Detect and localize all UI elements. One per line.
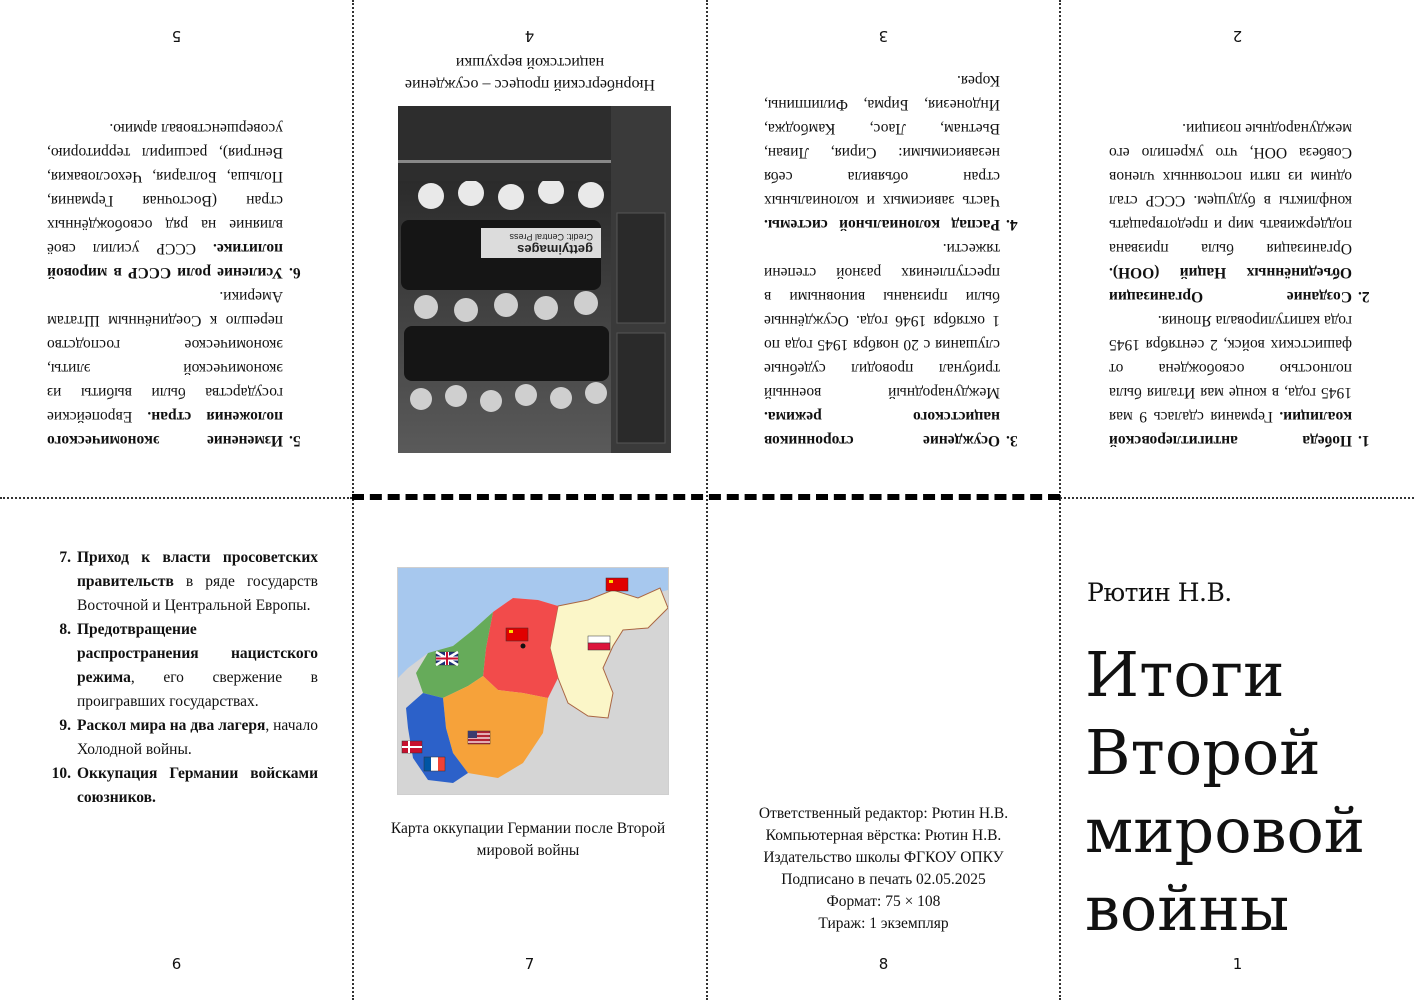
panel-5	[0, 0, 353, 500]
page-number: 8	[878, 955, 889, 973]
cover-title-line: Второй	[1085, 716, 1321, 789]
results-list-1-2	[1109, 116, 1394, 452]
item-number: 9.	[59, 717, 71, 734]
panel-4	[353, 0, 706, 500]
item-heading: Приход к власти просоветских правительств	[77, 549, 318, 590]
item-number: 2.	[1358, 288, 1370, 305]
item-text: Организация была призвана поддерживать мир и предотвращать конфликты в будущем. СССР стал одним из пяти постоянных членов Совбеза ООН, что укрепило его международные позиции.	[1109, 120, 1352, 257]
item-heading: Распад колониальной системы.	[764, 216, 1000, 233]
item-text: Часть зависимых и колониальных стран объявила себя независимыми: Сирия, Ливан, Вьетнам, Лаос, Камбоджа, Индонезия, Бирма, Филиппины, Корея.	[764, 72, 1000, 209]
list-item	[47, 116, 325, 284]
flag-poland-icon	[588, 636, 610, 650]
photo-credit: Credit: Central Press	[509, 232, 593, 242]
item-number: 5.	[289, 432, 301, 449]
imprint-block	[707, 803, 1060, 935]
panel-8	[707, 500, 1060, 1000]
item-text: в ряде государств Восточной и Центральной Европы.	[77, 573, 318, 614]
imprint-line: Подписано в печать 02.05.2025	[781, 871, 986, 888]
list-item	[35, 762, 318, 810]
list-item	[35, 618, 318, 714]
cover-author: Рютин Н.В.	[1087, 578, 1232, 607]
panel-7	[353, 500, 706, 1000]
list-item	[764, 68, 1042, 236]
page-number: 4	[524, 27, 535, 45]
fold-line	[352, 0, 354, 1000]
flag-uk-icon	[436, 652, 458, 665]
item-text: Германия сдалась 9 мая 1945 года, в конце мая Италия была полностью освобождена от фашистских войск, 2 сентября 1945 года капитулировала Япония.	[1109, 312, 1352, 425]
page-number: 2	[1232, 27, 1243, 45]
map-caption: Карта оккупации Германии после Второй мировой войны	[390, 820, 666, 859]
photo-watermark: gettyimages	[517, 242, 593, 257]
imprint-line: Издательство школы ФГКОУ ОПКУ	[763, 849, 1004, 866]
item-heading: Предотвращение распространения нацистского режима	[77, 621, 318, 686]
list-item	[1109, 308, 1394, 452]
item-heading: Победа антигитлеровской коалиции.	[1109, 408, 1352, 449]
page-number: 3	[878, 27, 889, 45]
item-number: 8.	[59, 621, 71, 638]
flag-denmark-icon	[402, 741, 422, 753]
flag-france-icon	[424, 757, 445, 771]
item-text: Международный военный трибунал проводил судебные слушания с 20 ноября 1945 года по 1 октября 1946 года. Осуждённые были признаны виновными в преступлениях разной степени тяжести.	[764, 240, 1000, 401]
map-berlin-marker	[521, 644, 526, 649]
cover-title-line: мировой	[1085, 794, 1366, 867]
nuremberg-trial-photo	[398, 106, 671, 453]
germany-occupation-map	[397, 567, 669, 795]
results-list-3-4	[764, 68, 1042, 452]
results-list-5-6	[47, 116, 325, 452]
list-item	[35, 546, 318, 618]
page-number: 1	[1232, 955, 1243, 973]
panel-3	[707, 0, 1060, 500]
item-text: , начало Холодной войны.	[77, 717, 318, 758]
fold-line	[1060, 497, 1414, 499]
map-image	[398, 568, 668, 794]
list-item	[35, 714, 318, 762]
panel-2	[1061, 0, 1414, 500]
fold-line	[1059, 0, 1061, 1000]
item-number: 3.	[1006, 432, 1018, 449]
photo-image	[398, 106, 671, 453]
item-text: , его свержение в проигравших государствах.	[77, 669, 318, 710]
fold-line	[0, 497, 352, 499]
list-item	[764, 236, 1042, 452]
panel-6	[0, 500, 353, 1000]
item-number: 7.	[59, 549, 71, 566]
cover-title-line: Итоги	[1085, 638, 1285, 711]
imprint-line: Компьютерная вёрстка: Рютин Н.В.	[765, 827, 1002, 844]
page-number: 7	[524, 955, 535, 973]
item-text: СССР усилил своё влияние на ряд освобождённых стран (Восточная Германия, Польша, Болгария, Чехословакия, Венгрия), расширил территорию, усовершенствовал армию.	[47, 120, 283, 257]
fold-line	[706, 0, 708, 1000]
list-item	[47, 284, 325, 452]
imprint-line: Тираж: 1 экземпляр	[818, 915, 949, 932]
item-heading: Осуждение сторонников нацистского режима.	[764, 408, 1000, 449]
page-number: 6	[171, 955, 182, 973]
flag-ussr-icon	[606, 578, 628, 591]
cover-title	[1085, 636, 1365, 948]
item-heading: Изменение экономического положения стран.	[47, 408, 283, 449]
flag-ussr-icon	[506, 628, 528, 641]
item-number: 10.	[51, 765, 71, 782]
photo-caption: Нюрнбергский процесс – осуждение нацистской верхушки	[404, 54, 656, 93]
item-heading: Создание Организации Объединённых Наций (ООН).	[1109, 264, 1352, 305]
item-number: 1.	[1358, 432, 1370, 449]
imprint-line: Ответственный редактор: Рютин Н.В.	[758, 805, 1009, 822]
results-list-7-10	[35, 546, 318, 810]
item-heading: Раскол мира на два лагеря	[77, 717, 266, 734]
item-number: 4.	[1006, 216, 1018, 233]
cover-title-line: войны	[1085, 872, 1290, 945]
map-zone-ussr	[483, 598, 558, 698]
flag-usa-icon	[468, 731, 490, 744]
item-number: 6.	[289, 264, 301, 281]
item-heading: Оккупация Германии войсками союзников.	[77, 765, 318, 806]
cut-line	[352, 494, 1060, 500]
panel-1-cover	[1061, 500, 1414, 1000]
page-number: 5	[171, 27, 182, 45]
item-text: Европейские государства были выбиты из экономической элиты, экономическое господство перешло к Соединённым Штатам Америки.	[47, 288, 283, 425]
imprint-line: Формат: 75 × 108	[826, 893, 941, 910]
list-item	[1109, 116, 1394, 308]
item-heading: Усиление роли СССР в мировой политике.	[47, 240, 283, 281]
